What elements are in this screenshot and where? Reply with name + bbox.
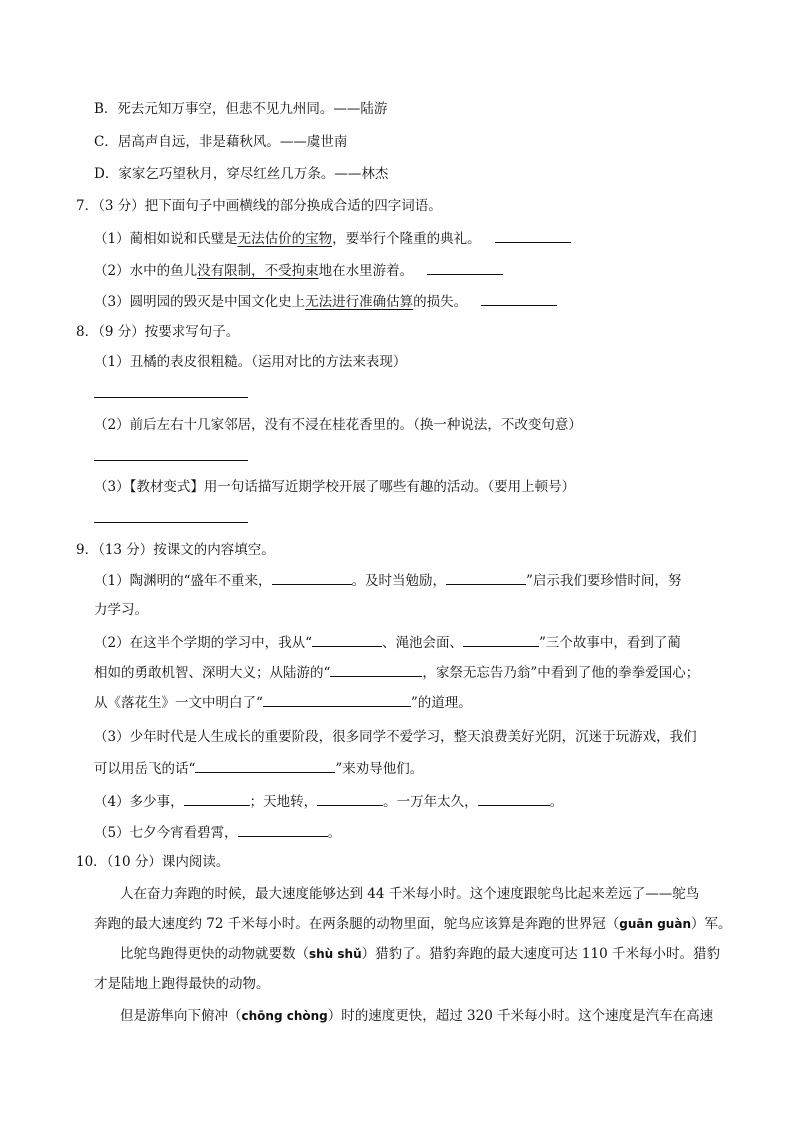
q9-item-1-cont: 力学习。: [94, 602, 148, 618]
q9-s4-blank-1[interactable]: [184, 791, 250, 806]
q10-p3-text-a: 但是游隼向下俯冲（: [120, 1008, 242, 1024]
q9-s1-blank-1[interactable]: [272, 570, 352, 585]
q9-s3-text-c: ”来劝导他们。: [335, 761, 424, 777]
q9-s2-blank-4[interactable]: [263, 692, 411, 707]
q7-s1-text-b: ，要举行个隆重的典礼。: [332, 231, 481, 247]
q9-heading: 9．（13 分）按课文的内容填空。: [76, 542, 275, 558]
q9-s2-text-b: 、渑池会面、: [382, 635, 463, 651]
q8-s1-answer-line[interactable]: [94, 397, 248, 398]
q9-s1-text-b: 。及时当勉励，: [351, 573, 446, 589]
q9-s1-text-c: ”启示我们要珍惜时间，努: [526, 573, 682, 589]
q9-s2-blank-1[interactable]: [312, 632, 382, 647]
q9-item-3: （3）少年时代是人生成长的重要阶段，很多同学不爱学习，整天浪费美好光阴，沉迷于玩游戏，我们: [94, 729, 697, 745]
q9-s2-blank-2[interactable]: [463, 632, 539, 647]
q7-s1-answer-blank[interactable]: [495, 228, 571, 243]
q10-passage-line-2: [94, 914, 732, 934]
q7-s3-text-a: （3）圆明园的毁灭是中国文化史上: [94, 294, 306, 310]
q7-s1-underlined: 无法估价的宝物: [237, 231, 333, 247]
q8-sentence-1: （1）丑橘的表皮很粗糙。（运用对比的方法来表现）: [94, 354, 407, 370]
q7-s3-underlined: 无法进行准确估算: [305, 294, 414, 310]
q9-s2-text-d: 相如的勇敢机智、深明大义；从陆游的“: [94, 665, 331, 681]
q9-item-2-cont-1: [94, 662, 699, 683]
q9-s4-text-a: （4）多少事，: [94, 794, 184, 810]
q9-item-2-cont-2: [94, 692, 472, 713]
q9-s5-text-b: 。: [327, 825, 342, 841]
q8-s2-answer-line[interactable]: [94, 460, 248, 461]
q10-p2-text-a: 比鸵鸟跑得更快的动物就要数（: [120, 946, 309, 962]
q9-s4-text-c: 。一万年太久，: [383, 794, 478, 810]
q9-s2-text-e: ，家祭无忘告乃翁”中看到了他的拳拳爱国心；: [422, 665, 700, 681]
q7-sentence-1: [94, 228, 571, 249]
q9-s5-text-a: （5）七夕今宵看碧霄，: [94, 825, 238, 841]
q9-s3-blank[interactable]: [195, 758, 335, 773]
q7-sentence-2: [94, 260, 503, 281]
q8-sentence-2: （2）前后左右十几家邻居，没有不浸在桂花香里的。（换一种说法，不改变句意）: [94, 417, 582, 433]
q7-s2-underlined: 没有限制，不受拘束: [197, 263, 319, 279]
q9-s5-blank[interactable]: [238, 822, 328, 837]
q8-sentence-3: （3）【教材变式】用一句话描写近期学校开展了哪些有趣的活动。（要用上顿号）: [94, 479, 576, 495]
q10-p1-text-c: ）军。: [691, 916, 732, 932]
q10-p2-pinyin: shù shǔ: [309, 947, 362, 961]
q9-item-2: [94, 632, 681, 653]
q7-sentence-3: [94, 291, 557, 312]
q9-s4-blank-2[interactable]: [317, 791, 383, 806]
q9-s1-blank-2[interactable]: [446, 570, 526, 585]
q9-s4-text-b: ；天地转，: [249, 794, 318, 810]
q9-item-5: [94, 822, 341, 843]
q9-s1-text-a: （1）陶渊明的“盛年不重来，: [94, 573, 272, 589]
q10-passage-line-5: [120, 1006, 713, 1026]
q10-p1-pinyin: guān guàn: [619, 917, 691, 931]
q9-s4-text-d: 。: [549, 794, 564, 810]
q7-s2-answer-blank[interactable]: [427, 260, 503, 275]
q9-s3-text-b: 可以用岳飞的话“: [94, 761, 196, 777]
q10-passage-line-3: [120, 944, 720, 964]
q7-s1-text-a: （1）蔺相如说和氏璧是: [94, 231, 238, 247]
q9-s2-text-a: （2）在这半个学期的学习中，我从“: [94, 635, 312, 651]
q10-heading: 10．（10 分）课内阅读。: [76, 854, 230, 870]
q7-s2-text-b: 地在水里游着。: [318, 263, 414, 279]
q9-s2-text-g: ”的道理。: [410, 695, 472, 711]
q8-heading: 8．（9 分）按要求写句子。: [76, 324, 240, 340]
q7-s2-text-a: （2）水中的鱼儿: [94, 263, 198, 279]
q6-option-b: B．死去元知万事空，但悲不见九州同。——陆游: [94, 101, 388, 117]
q9-item-1: [94, 570, 681, 591]
q9-s2-text-c: ”三个故事中，看到了蔺: [539, 635, 681, 651]
q9-item-3-cont: [94, 758, 423, 779]
q9-s2-blank-3[interactable]: [330, 662, 422, 677]
q10-p3-text-b: ）时的速度更快，超过 320 千米每小时。这个速度是汽车在高速: [327, 1008, 714, 1024]
q10-p3-pinyin: chōng chòng: [241, 1009, 328, 1023]
q7-heading: 7．（3 分）把下面句子中画横线的部分换成合适的四字词语。: [76, 198, 442, 214]
q7-s3-text-b: 的损失。: [413, 294, 468, 310]
q7-s3-answer-blank[interactable]: [481, 291, 557, 306]
q10-passage-line-4: 才是陆地上跑得最快的动物。: [94, 976, 270, 992]
q10-passage-line-1: 人在奋力奔跑的时候，最大速度能够达到 44 千米每小时。这个速度跟鸵鸟比起来差远了——鸵鸟: [120, 886, 700, 902]
q10-p1-text-b: 奔跑的最大速度约 72 千米每小时。在两条腿的动物里面，鸵鸟应该算是奔跑的世界冠（: [94, 916, 620, 932]
q9-item-4: [94, 791, 563, 812]
q8-s3-answer-line[interactable]: [94, 522, 248, 523]
q10-p2-text-b: ）猎豹了。猎豹奔跑的最大速度可达 110 千米每小时。猎豹: [361, 946, 720, 962]
q6-option-c: C．居高声自远，非是藉秋风。——虞世南: [94, 134, 348, 150]
q9-s2-text-f: 从《落花生》一文中明白了“: [94, 695, 263, 711]
q6-option-d: D．家家乞巧望秋月，穿尽红丝几万条。——林杰: [94, 166, 389, 182]
q9-s4-blank-3[interactable]: [478, 791, 550, 806]
